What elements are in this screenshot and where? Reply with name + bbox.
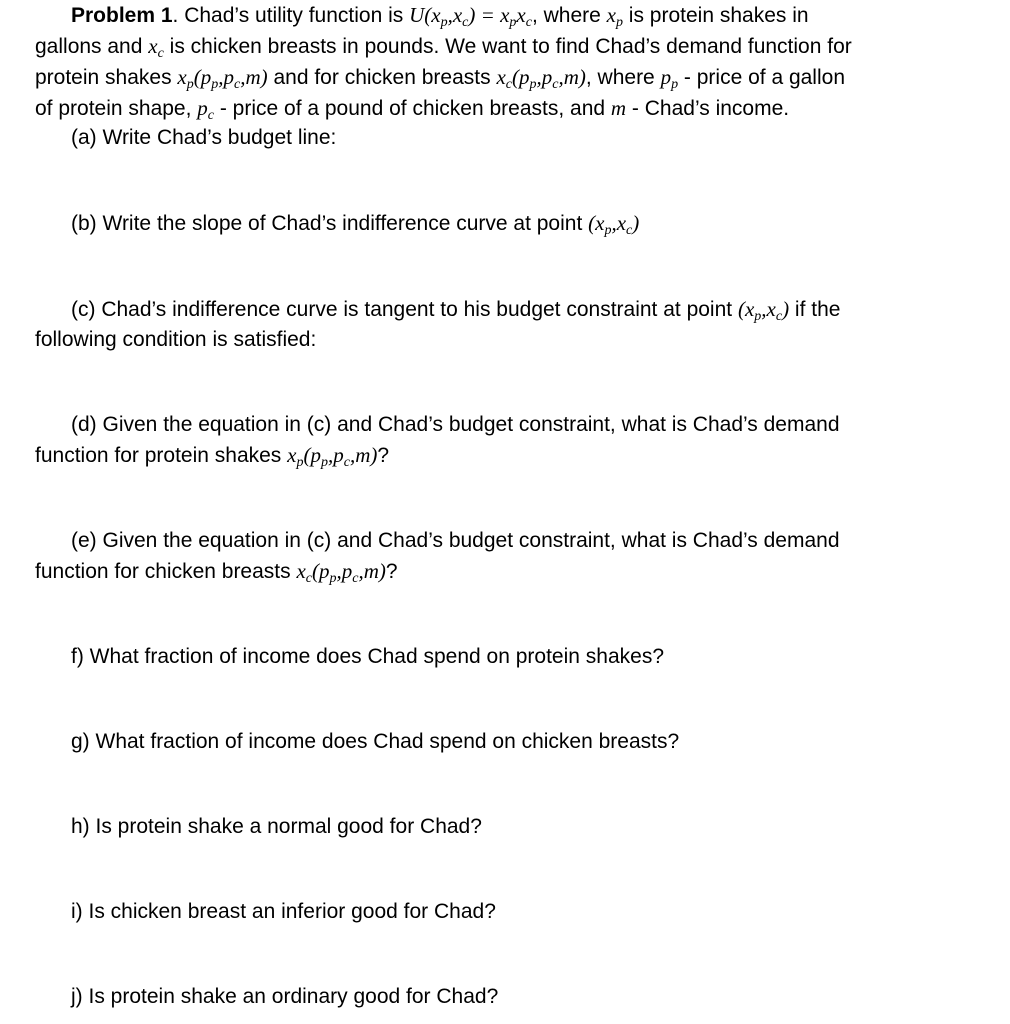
question-h: h) Is protein shake a normal good for Chad? [71, 815, 482, 838]
question-d-line-1: (d) Given the equation in (c) and Chad’s budget constraint, what is Chad’s demand [71, 413, 840, 436]
problem-line-2: gallons and $x_c$ is chicken breasts in pounds. We want to find Chad’s demand function for [35, 34, 852, 61]
problem-line-4: of protein shape, $p_c$ - price of a pound of chicken breasts, and m - Chad’s income. [35, 96, 790, 123]
question-b: (b) Write the slope of Chad’s indifference curve at point $(x_p,x_c)$ [71, 211, 640, 238]
question-a: (a) Write Chad’s budget line: [71, 126, 337, 149]
var-m: m [610, 96, 627, 120]
var-xc: $x_c$ [148, 34, 164, 61]
question-j: j) Is protein shake an ordinary good for Chad? [71, 985, 499, 1008]
question-i: i) Is chicken breast an inferior good for Chad? [71, 900, 496, 923]
demand-func-e: $x_c(p_p,p_c,m)$ [296, 559, 386, 586]
problem-label: Problem 1 [71, 4, 173, 27]
var-pc: $p_c$ [197, 96, 214, 123]
point-b: $(x_p,x_c)$ [588, 211, 640, 238]
point-c: $(x_p,x_c)$ [737, 297, 790, 324]
problem-line-3: protein shakes $x_p(p_p,p_c,m)$ and for chicken breasts $x_c(p_p,p_c,m)$, where $p_p$ - price of a gallon [35, 65, 846, 92]
utility-formula: $U(x_p,x_c) = x_px_c$ [409, 3, 532, 30]
problem-line-1: Problem 1. Chad’s utility function is $U(x_p,x_c) = x_px_c$, where $x_p$ is protein shakes in [71, 3, 809, 30]
question-g: g) What fraction of income does Chad spend on chicken breasts? [71, 730, 680, 753]
var-pp: $p_p$ [660, 65, 679, 92]
var-xp: $x_p$ [606, 3, 623, 30]
question-e-line-2: function for chicken breasts $x_c(p_p,p_c,m)$? [35, 559, 398, 586]
question-f: f) What fraction of income does Chad spend on protein shakes? [71, 645, 665, 668]
question-d-line-2: function for protein shakes $x_p(p_p,p_c,m)$? [35, 443, 390, 470]
question-e-line-1: (e) Given the equation in (c) and Chad’s budget constraint, what is Chad’s demand [71, 529, 840, 552]
demand-protein: $x_p(p_p,p_c,m)$ [177, 65, 268, 92]
demand-chicken: $x_c(p_p,p_c,m)$ [496, 65, 586, 92]
question-c-line-1: (c) Chad’s indifference curve is tangent to his budget constraint at point $(x_p,x_c)$ if the [71, 297, 841, 324]
demand-func-d: $x_p(p_p,p_c,m)$ [287, 443, 378, 470]
question-c-line-2: following condition is satisfied: [35, 328, 317, 351]
problem-intro: . Chad’s utility function is [172, 4, 410, 27]
